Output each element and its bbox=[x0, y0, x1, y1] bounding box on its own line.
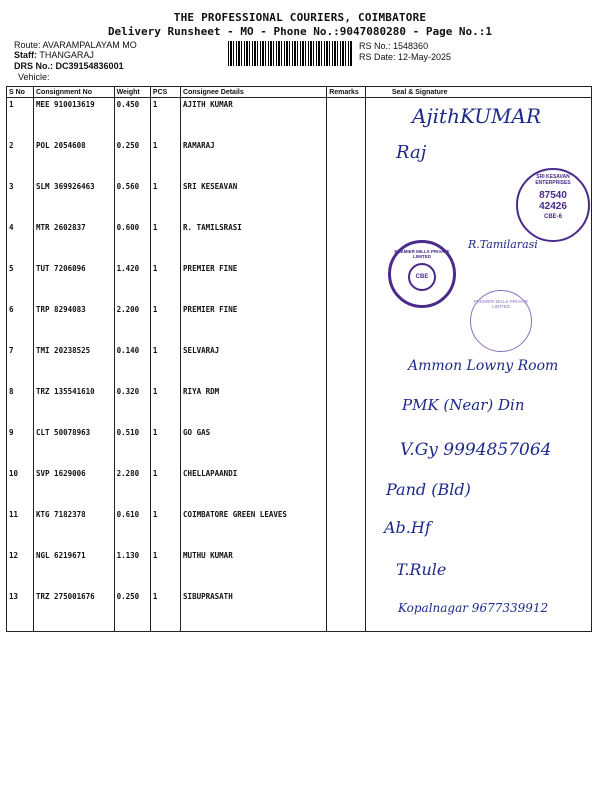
consignment-cell: KTG 7182378 bbox=[34, 508, 115, 549]
consignee-cell: MUTHU KUMAR bbox=[181, 549, 327, 590]
consignee-cell: PREMIER FINE bbox=[181, 262, 327, 303]
pcs-cell: 1 bbox=[150, 426, 180, 467]
weight-cell: 1.420 bbox=[114, 262, 150, 303]
sno-cell: 12 bbox=[7, 549, 34, 590]
pcs-cell: 1 bbox=[150, 385, 180, 426]
route-value: AVARAMPALAYAM MO bbox=[42, 40, 137, 50]
weight-cell: 0.320 bbox=[114, 385, 150, 426]
table-row bbox=[7, 508, 592, 549]
consignment-cell: TRP 8294083 bbox=[34, 303, 115, 344]
remarks-cell bbox=[327, 139, 366, 180]
sno-cell: 8 bbox=[7, 385, 34, 426]
rs-no-value: 1548360 bbox=[393, 41, 429, 51]
weight-cell: 1.130 bbox=[114, 549, 150, 590]
col-signature: Seal & Signature bbox=[365, 87, 591, 98]
vehicle-line: Vehicle: bbox=[18, 72, 50, 82]
remarks-cell bbox=[327, 549, 366, 590]
consignee-cell: PREMIER FINE bbox=[181, 303, 327, 344]
remarks-cell bbox=[327, 590, 366, 632]
document-subtitle: Delivery Runsheet - MO - Phone No.:9047080280 - Page No.:1 bbox=[107, 25, 493, 38]
remarks-cell bbox=[327, 344, 366, 385]
pcs-cell: 1 bbox=[150, 262, 180, 303]
weight-cell: 0.140 bbox=[114, 344, 150, 385]
weight-cell: 0.610 bbox=[114, 508, 150, 549]
table-row bbox=[7, 180, 592, 221]
consignee-cell: SIBUPRASATH bbox=[181, 590, 327, 632]
remarks-cell bbox=[327, 180, 366, 221]
consignment-cell: SLM 369926463 bbox=[34, 180, 115, 221]
pcs-cell: 1 bbox=[150, 180, 180, 221]
consignment-cell: POL 2054608 bbox=[34, 139, 115, 180]
remarks-cell bbox=[327, 508, 366, 549]
remarks-cell bbox=[327, 262, 366, 303]
remarks-cell bbox=[327, 98, 366, 140]
consignment-cell: TUT 7206096 bbox=[34, 262, 115, 303]
col-weight: Weight bbox=[114, 87, 150, 98]
consignee-cell: CHELLAPAANDI bbox=[181, 467, 327, 508]
pcs-cell: 1 bbox=[150, 467, 180, 508]
weight-cell: 0.560 bbox=[114, 180, 150, 221]
table-row bbox=[7, 467, 592, 508]
pcs-cell: 1 bbox=[150, 508, 180, 549]
staff-line: Staff: THANGARAJ bbox=[14, 50, 94, 60]
sno-cell: 7 bbox=[7, 344, 34, 385]
rs-date-value: 12-May-2025 bbox=[398, 52, 452, 62]
consignee-cell: COIMBATORE GREEN LEAVES bbox=[181, 508, 327, 549]
consignee-cell: R. TAMILSRASI bbox=[181, 221, 327, 262]
consignment-cell: CLT 50078963 bbox=[34, 426, 115, 467]
consignment-cell: TRZ 135541610 bbox=[34, 385, 115, 426]
drs-line: DRS No.: DC39154836001 bbox=[14, 61, 124, 71]
signature-13: Kopalnagar 9677339912 bbox=[398, 601, 549, 615]
premier-mills-stamp-faint: PREMIER MILLS PRIVATE LIMITED bbox=[470, 290, 532, 352]
consignee-cell: SELVARAJ bbox=[181, 344, 327, 385]
sno-cell: 13 bbox=[7, 590, 34, 632]
weight-cell: 0.250 bbox=[114, 139, 150, 180]
pcs-cell: 1 bbox=[150, 303, 180, 344]
weight-cell: 2.200 bbox=[114, 303, 150, 344]
document-title: THE PROFESSIONAL COURIERS, COIMBATORE bbox=[173, 11, 427, 24]
consignee-cell: AJITH KUMAR bbox=[181, 98, 327, 140]
sno-cell: 6 bbox=[7, 303, 34, 344]
weight-cell: 0.510 bbox=[114, 426, 150, 467]
sno-cell: 4 bbox=[7, 221, 34, 262]
signature-11: Ab.Hf bbox=[384, 518, 431, 537]
signature-1: AjithKUMAR bbox=[412, 104, 542, 128]
keseavan-stamp: SRI KESAVAN ENTERPRISES 87540 42426 CBE-6 bbox=[516, 168, 590, 242]
consignee-cell: RAMARAJ bbox=[181, 139, 327, 180]
remarks-cell bbox=[327, 221, 366, 262]
drs-value: DC39154836001 bbox=[55, 61, 124, 71]
sno-cell: 10 bbox=[7, 467, 34, 508]
sno-cell: 2 bbox=[7, 139, 34, 180]
sno-cell: 3 bbox=[7, 180, 34, 221]
col-consignee: Consignee Details bbox=[181, 87, 327, 98]
consignment-cell: TRZ 275001676 bbox=[34, 590, 115, 632]
weight-cell: 0.600 bbox=[114, 221, 150, 262]
signature-10: Pand (Bld) bbox=[386, 480, 471, 499]
consignment-cell: TMI 20238525 bbox=[34, 344, 115, 385]
col-pcs: PCS bbox=[150, 87, 180, 98]
sno-cell: 1 bbox=[7, 98, 34, 140]
sno-cell: 9 bbox=[7, 426, 34, 467]
consignment-cell: MTR 2602837 bbox=[34, 221, 115, 262]
remarks-cell bbox=[327, 426, 366, 467]
route-line: Route: AVARAMPALAYAM MO bbox=[14, 40, 137, 50]
pcs-cell: 1 bbox=[150, 344, 180, 385]
consignment-cell: SVP 1629006 bbox=[34, 467, 115, 508]
rs-no-line: RS No.: 1548360 bbox=[359, 41, 429, 51]
signature-4: R.Tamilarasi bbox=[468, 238, 538, 251]
signature-12: T.Rule bbox=[396, 560, 447, 579]
sno-cell: 11 bbox=[7, 508, 34, 549]
table-row bbox=[7, 139, 592, 180]
remarks-cell bbox=[327, 385, 366, 426]
table-header-row bbox=[7, 87, 592, 98]
col-remarks: Remarks bbox=[327, 87, 366, 98]
remarks-cell bbox=[327, 467, 366, 508]
staff-value: THANGARAJ bbox=[39, 50, 94, 60]
consignment-cell: NGL 6219671 bbox=[34, 549, 115, 590]
remarks-cell bbox=[327, 303, 366, 344]
signature-8: PMK (Near) Din bbox=[402, 396, 525, 414]
signature-7: Ammon Lowny Room bbox=[408, 358, 559, 374]
pcs-cell: 1 bbox=[150, 221, 180, 262]
consignee-cell: GO GAS bbox=[181, 426, 327, 467]
table-row bbox=[7, 549, 592, 590]
weight-cell: 2.280 bbox=[114, 467, 150, 508]
pcs-cell: 1 bbox=[150, 139, 180, 180]
sno-cell: 5 bbox=[7, 262, 34, 303]
signature-2: Raj bbox=[396, 142, 427, 163]
weight-cell: 0.250 bbox=[114, 590, 150, 632]
consignment-cell: MEE 910013619 bbox=[34, 98, 115, 140]
col-consignment: Consignment No bbox=[34, 87, 115, 98]
col-sno: S No bbox=[7, 87, 34, 98]
premier-mills-stamp: PREMIER MILLS PRIVATE LIMITED CBE bbox=[388, 240, 456, 308]
weight-cell: 0.450 bbox=[114, 98, 150, 140]
consignee-cell: RIYA RDM bbox=[181, 385, 327, 426]
pcs-cell: 1 bbox=[150, 549, 180, 590]
consignee-cell: SRI KESEAVAN bbox=[181, 180, 327, 221]
rs-date-line: RS Date: 12-May-2025 bbox=[359, 52, 452, 62]
pcs-cell: 1 bbox=[150, 590, 180, 632]
signature-9: V.Gy 9994857064 bbox=[400, 440, 552, 460]
pcs-cell: 1 bbox=[150, 98, 180, 140]
barcode bbox=[228, 41, 353, 66]
